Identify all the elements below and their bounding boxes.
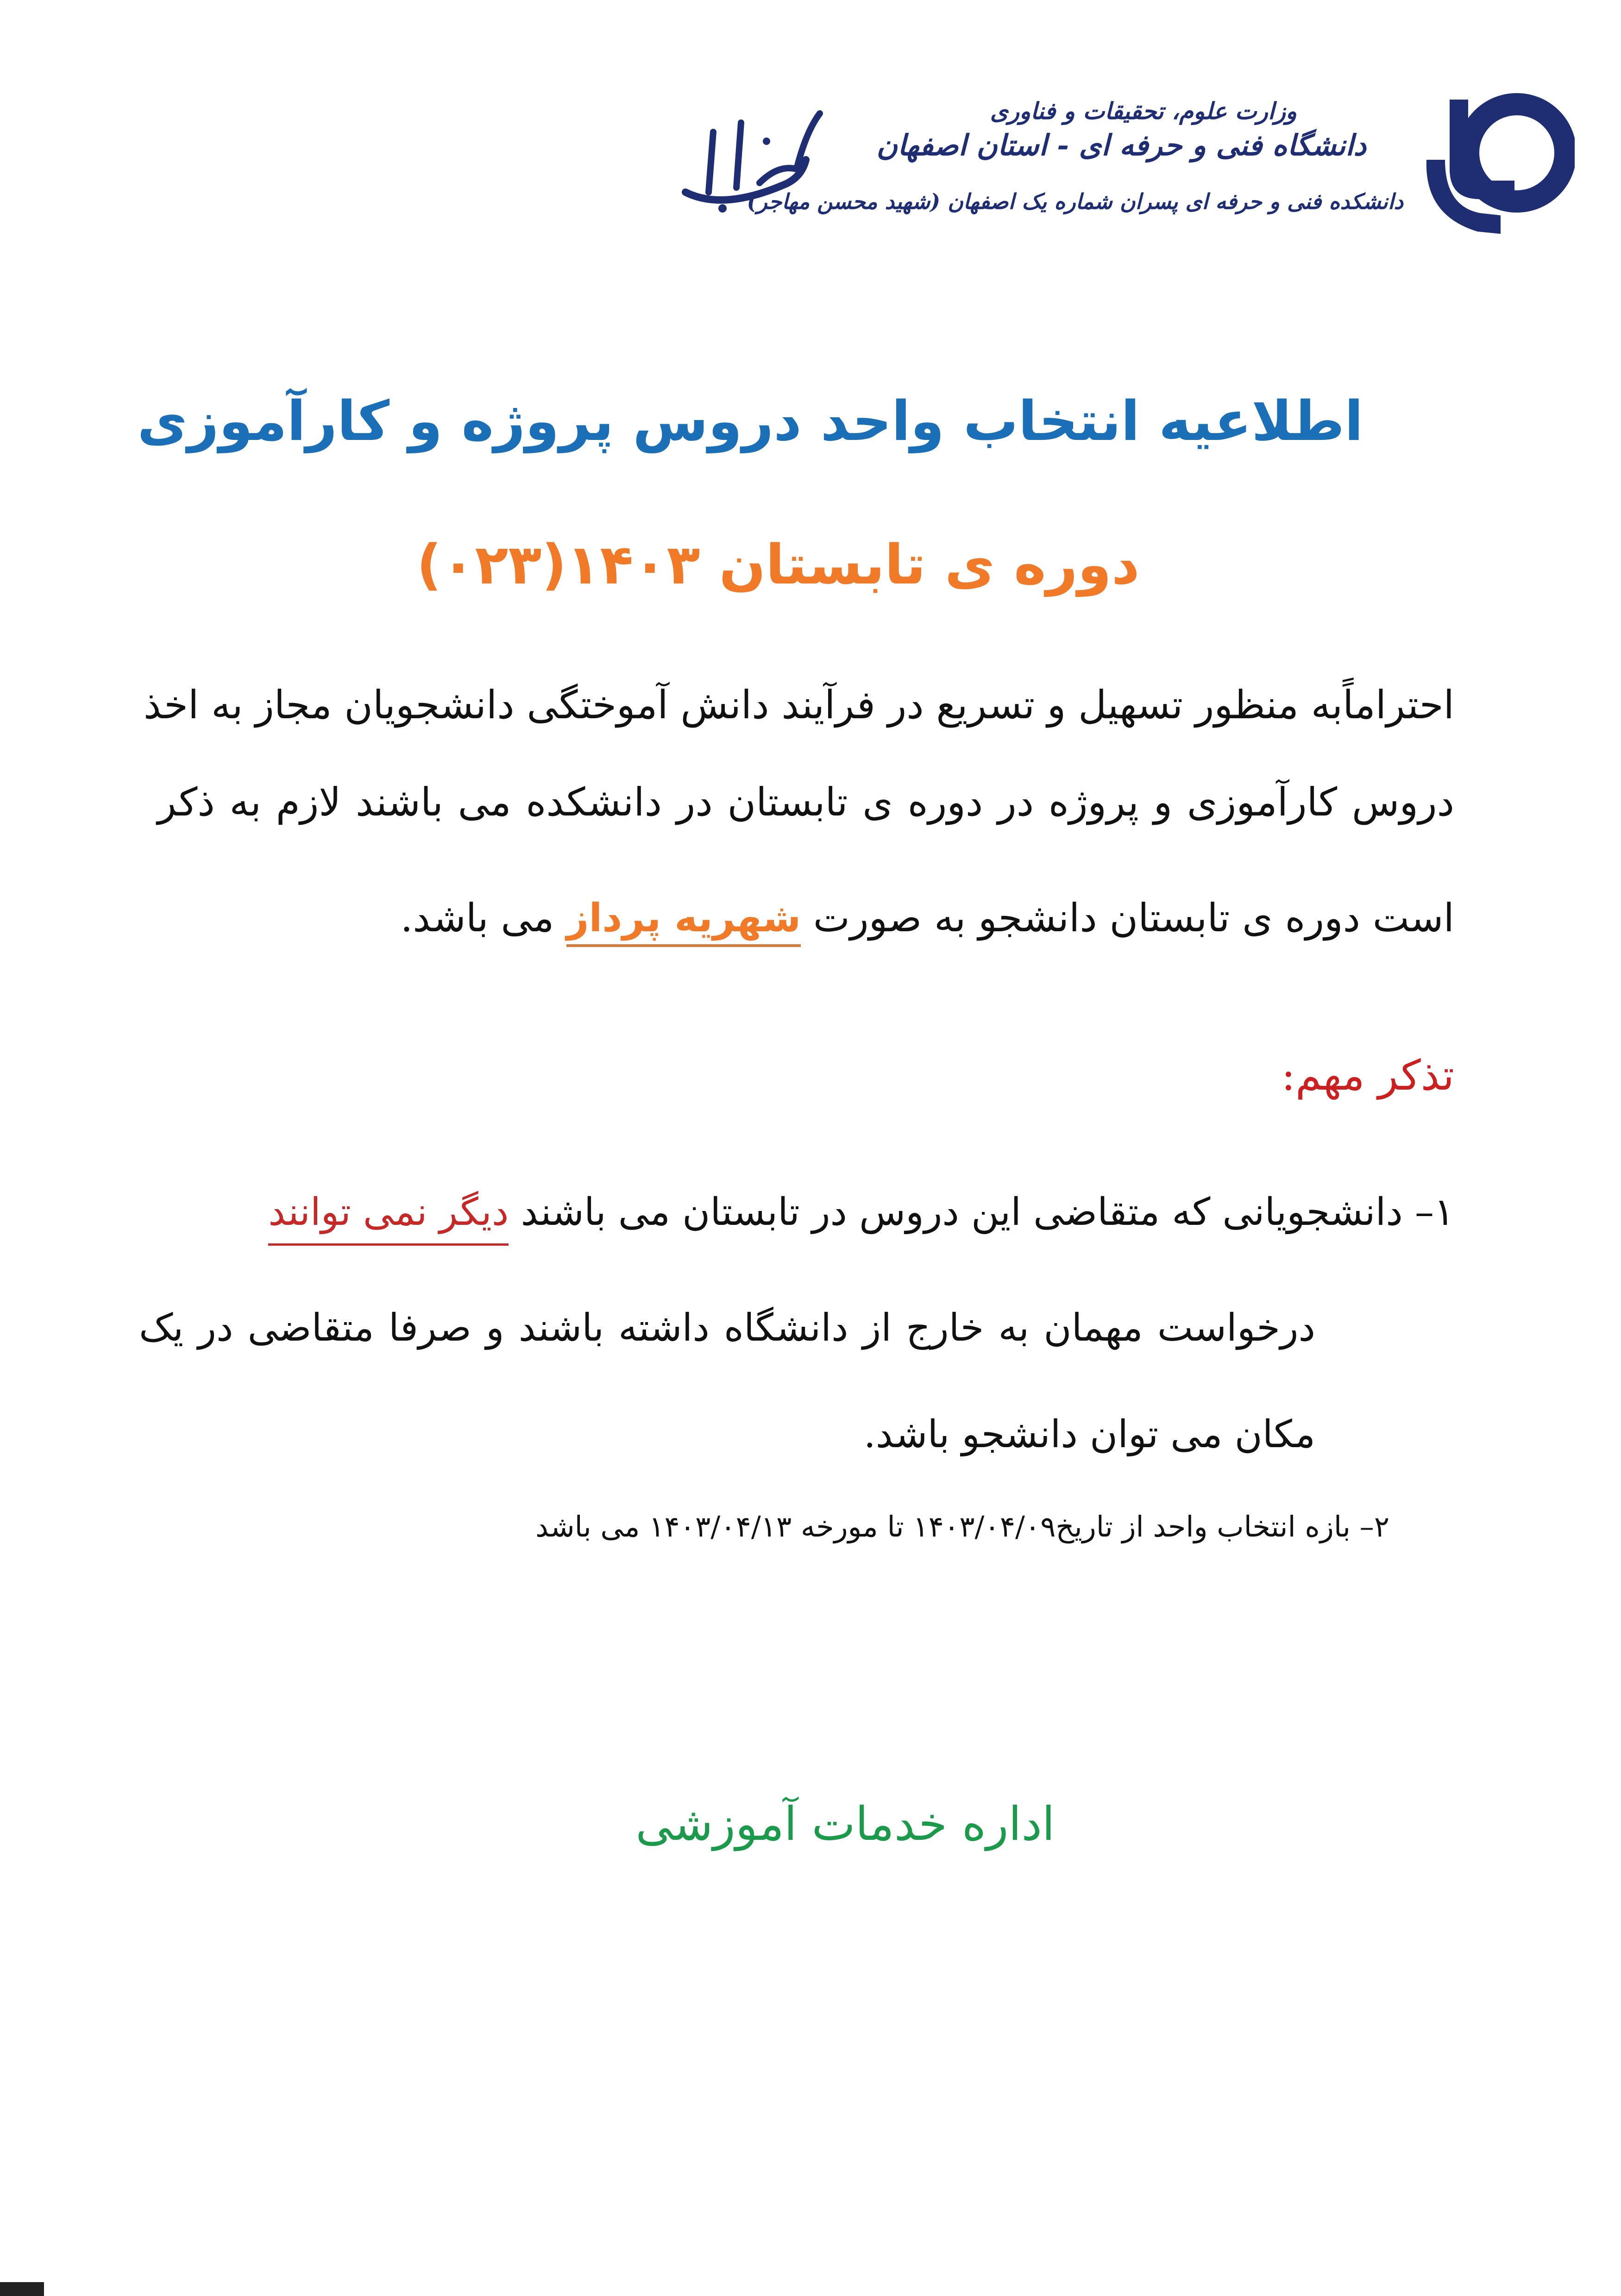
reminder-item-1-line: مکان می توان دانشجو باشد.	[863, 1412, 1315, 1456]
basmala-calligraphy	[667, 104, 834, 225]
announcement-subtitle: دوره ی تابستان ۱۴۰۳(۰۲۳)	[416, 533, 1140, 596]
reminder-item-1	[268, 1190, 1454, 1234]
signature: اداره خدمات آموزشی	[635, 1797, 1055, 1851]
tuition-highlight: شهریه پرداز	[566, 895, 801, 947]
reminder-text: ۱– دانشجویانی که متقاضی این دروس در تابستان می باشند	[509, 1190, 1454, 1234]
body-line	[157, 895, 1454, 941]
reminder-item-2: ۲– بازه انتخاب واحد از تاریخ۱۴۰۳/۰۴/۰۹ تا مورخه ۱۴۰۳/۰۴/۱۳ می باشد	[535, 1510, 1389, 1543]
body-text: می باشد.	[400, 895, 567, 941]
body-line: دروس کارآموزی و پروژه در دوره ی تابستان در دانشکده می باشند لازم به ذکر	[157, 779, 1454, 825]
reminder-emphasis: دیگر نمی توانند	[268, 1190, 509, 1246]
corner-watermark	[0, 2282, 44, 2296]
body-text: است دوره ی تابستان دانشجو به صورت	[801, 895, 1454, 941]
ministry-header-text	[747, 97, 1403, 214]
ministry-line: وزارت علوم، تحقیقات و فناوری	[990, 97, 1297, 125]
university-line: دانشگاه فنی و حرفه ای - استان اصفهان	[876, 128, 1366, 162]
body-line: احتراماًبه منظور تسهیل و تسریع در فرآیند دانش آموختگی دانشجویان مجاز به اخذ	[144, 682, 1454, 728]
announcement-title: اطلاعیه انتخاب واحد دروس پروژه و کارآموزی	[137, 389, 1363, 453]
reminder-item-1-line: درخواست مهمان به خارج از دانشگاه داشته باشند و صرفا متقاضی در یک	[139, 1306, 1315, 1350]
university-logo	[1417, 90, 1575, 243]
faculty-line: دانشکده فنی و حرفه ای پسران شماره یک اصفهان (شهید محسن مهاجر)	[747, 189, 1403, 214]
reminder-heading: تذکر مهم:	[1281, 1051, 1454, 1100]
